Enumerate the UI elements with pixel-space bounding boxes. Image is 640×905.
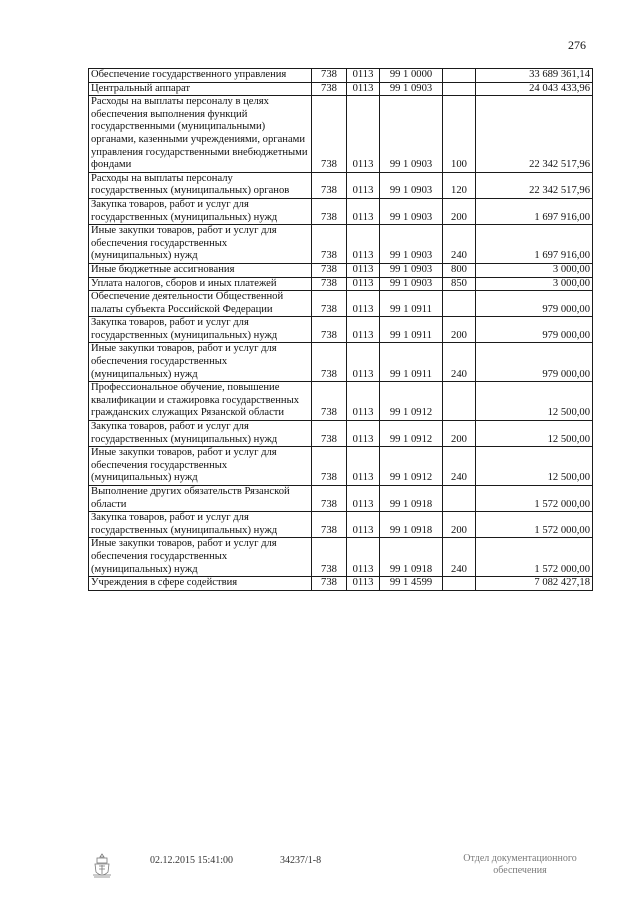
row-target-article-cell: 99 1 0912 <box>380 421 443 447</box>
row-section-cell: 0113 <box>347 317 380 343</box>
row-expense-type-cell: 200 <box>443 317 476 343</box>
table-row <box>89 577 593 591</box>
row-name-cell: Закупка товаров, работ и услуг для государственных (муниципальных) нужд <box>89 421 312 447</box>
row-grbs-cell: 738 <box>312 538 347 577</box>
row-name-cell: Обеспечение государственного управления <box>89 69 312 83</box>
page-number: 276 <box>568 38 586 52</box>
row-amount-cell: 1 572 000,00 <box>476 512 593 538</box>
row-expense-type-cell: 200 <box>443 198 476 224</box>
table-row <box>89 263 593 277</box>
row-section-cell: 0113 <box>347 225 380 264</box>
footer-date: 02.12.2015 15:41:00 <box>150 855 234 866</box>
row-name-cell: Иные закупки товаров, работ и услуг для обеспечения государственных (муниципальных) нужд <box>89 343 312 382</box>
row-amount-cell: 24 043 433,96 <box>476 82 593 96</box>
row-amount-cell: 1 697 916,00 <box>476 225 593 264</box>
row-target-article-cell: 99 1 0918 <box>380 538 443 577</box>
row-amount-cell: 7 082 427,18 <box>476 577 593 591</box>
row-grbs-cell: 738 <box>312 291 347 317</box>
row-amount-cell: 979 000,00 <box>476 343 593 382</box>
table-row <box>89 343 593 382</box>
row-expense-type-cell: 240 <box>443 225 476 264</box>
row-amount-cell: 979 000,00 <box>476 291 593 317</box>
row-name-cell: Расходы на выплаты персоналу государственных (муниципальных) органов <box>89 172 312 198</box>
row-target-article-cell: 99 1 0918 <box>380 512 443 538</box>
row-target-article-cell: 99 1 0911 <box>380 317 443 343</box>
row-amount-cell: 979 000,00 <box>476 317 593 343</box>
table-row <box>89 538 593 577</box>
row-expense-type-cell: 800 <box>443 263 476 277</box>
row-amount-cell: 1 572 000,00 <box>476 486 593 512</box>
budget-table <box>88 68 593 591</box>
row-target-article-cell: 99 1 0912 <box>380 382 443 421</box>
row-amount-cell: 22 342 517,96 <box>476 96 593 173</box>
row-name-cell: Иные закупки товаров, работ и услуг для обеспечения государственных (муниципальных) нужд <box>89 447 312 486</box>
row-expense-type-cell: 240 <box>443 538 476 577</box>
row-grbs-cell: 738 <box>312 447 347 486</box>
row-amount-cell: 22 342 517,96 <box>476 172 593 198</box>
row-section-cell: 0113 <box>347 69 380 83</box>
row-target-article-cell: 99 1 0000 <box>380 69 443 83</box>
row-name-cell: Иные бюджетные ассигнования <box>89 263 312 277</box>
row-name-cell: Иные закупки товаров, работ и услуг для обеспечения государственных (муниципальных) нужд <box>89 538 312 577</box>
table-row <box>89 421 593 447</box>
row-expense-type-cell: 120 <box>443 172 476 198</box>
table-row <box>89 512 593 538</box>
table-row <box>89 291 593 317</box>
table-row <box>89 277 593 291</box>
row-target-article-cell: 99 1 0903 <box>380 225 443 264</box>
row-name-cell: Центральный аппарат <box>89 82 312 96</box>
table-row <box>89 172 593 198</box>
budget-table-body <box>89 69 593 591</box>
row-name-cell: Уплата налогов, сборов и иных платежей <box>89 277 312 291</box>
row-expense-type-cell <box>443 82 476 96</box>
row-amount-cell: 12 500,00 <box>476 447 593 486</box>
row-name-cell: Выполнение других обязательств Рязанской области <box>89 486 312 512</box>
table-row <box>89 486 593 512</box>
row-section-cell: 0113 <box>347 82 380 96</box>
row-target-article-cell: 99 1 0911 <box>380 343 443 382</box>
row-grbs-cell: 738 <box>312 343 347 382</box>
row-target-article-cell: 99 1 0903 <box>380 277 443 291</box>
row-amount-cell: 1 697 916,00 <box>476 198 593 224</box>
row-grbs-cell: 738 <box>312 421 347 447</box>
row-section-cell: 0113 <box>347 198 380 224</box>
row-grbs-cell: 738 <box>312 172 347 198</box>
table-row <box>89 198 593 224</box>
row-section-cell: 0113 <box>347 96 380 173</box>
row-section-cell: 0113 <box>347 538 380 577</box>
row-section-cell: 0113 <box>347 512 380 538</box>
coat-of-arms-icon <box>91 853 113 879</box>
row-amount-cell: 12 500,00 <box>476 382 593 421</box>
row-target-article-cell: 99 1 0912 <box>380 447 443 486</box>
row-name-cell: Закупка товаров, работ и услуг для государственных (муниципальных) нужд <box>89 512 312 538</box>
table-row <box>89 96 593 173</box>
row-name-cell: Закупка товаров, работ и услуг для государственных (муниципальных) нужд <box>89 198 312 224</box>
row-name-cell: Учреждения в сфере содействия <box>89 577 312 591</box>
row-grbs-cell: 738 <box>312 577 347 591</box>
row-section-cell: 0113 <box>347 382 380 421</box>
row-section-cell: 0113 <box>347 291 380 317</box>
row-grbs-cell: 738 <box>312 486 347 512</box>
table-row <box>89 225 593 264</box>
row-grbs-cell: 738 <box>312 198 347 224</box>
row-section-cell: 0113 <box>347 263 380 277</box>
row-target-article-cell: 99 1 0903 <box>380 198 443 224</box>
row-section-cell: 0113 <box>347 486 380 512</box>
row-name-cell: Обеспечение деятельности Общественной палаты субъекта Российской Федерации <box>89 291 312 317</box>
row-expense-type-cell <box>443 382 476 421</box>
row-section-cell: 0113 <box>347 277 380 291</box>
row-grbs-cell: 738 <box>312 382 347 421</box>
row-section-cell: 0113 <box>347 172 380 198</box>
row-target-article-cell: 99 1 0903 <box>380 263 443 277</box>
row-target-article-cell: 99 1 0903 <box>380 96 443 173</box>
table-row <box>89 82 593 96</box>
table-row <box>89 382 593 421</box>
row-amount-cell: 3 000,00 <box>476 263 593 277</box>
row-grbs-cell: 738 <box>312 225 347 264</box>
row-target-article-cell: 99 1 0903 <box>380 172 443 198</box>
row-target-article-cell: 99 1 0918 <box>380 486 443 512</box>
row-expense-type-cell: 100 <box>443 96 476 173</box>
row-grbs-cell: 738 <box>312 82 347 96</box>
row-expense-type-cell <box>443 486 476 512</box>
row-amount-cell: 1 572 000,00 <box>476 538 593 577</box>
row-expense-type-cell: 850 <box>443 277 476 291</box>
row-grbs-cell: 738 <box>312 69 347 83</box>
footer-doc-number: 34237/1-8 <box>280 855 322 866</box>
table-row <box>89 317 593 343</box>
row-name-cell: Профессиональное обучение, повышение квалификации и стажировка государственных гражданских служащих Рязанской области <box>89 382 312 421</box>
row-expense-type-cell <box>443 577 476 591</box>
row-amount-cell: 3 000,00 <box>476 277 593 291</box>
row-section-cell: 0113 <box>347 577 380 591</box>
row-expense-type-cell: 240 <box>443 343 476 382</box>
row-grbs-cell: 738 <box>312 96 347 173</box>
row-target-article-cell: 99 1 0911 <box>380 291 443 317</box>
row-expense-type-cell: 240 <box>443 447 476 486</box>
row-expense-type-cell: 200 <box>443 421 476 447</box>
row-section-cell: 0113 <box>347 421 380 447</box>
row-section-cell: 0113 <box>347 343 380 382</box>
table-row <box>89 69 593 83</box>
row-expense-type-cell: 200 <box>443 512 476 538</box>
table-row <box>89 447 593 486</box>
row-name-cell: Иные закупки товаров, работ и услуг для обеспечения государственных (муниципальных) нужд <box>89 225 312 264</box>
row-expense-type-cell <box>443 291 476 317</box>
row-section-cell: 0113 <box>347 447 380 486</box>
row-grbs-cell: 738 <box>312 263 347 277</box>
row-grbs-cell: 738 <box>312 317 347 343</box>
row-name-cell: Расходы на выплаты персоналу в целях обеспечения выполнения функций государственными (муниципальными) органами, казенными учреждениями, органами управления государственными внебюджетными фондами <box>89 96 312 173</box>
row-expense-type-cell <box>443 69 476 83</box>
footer-department-stamp: Отдел документационного обеспечения <box>463 853 577 876</box>
row-grbs-cell: 738 <box>312 512 347 538</box>
row-amount-cell: 33 689 361,14 <box>476 69 593 83</box>
row-name-cell: Закупка товаров, работ и услуг для государственных (муниципальных) нужд <box>89 317 312 343</box>
row-amount-cell: 12 500,00 <box>476 421 593 447</box>
row-target-article-cell: 99 1 4599 <box>380 577 443 591</box>
row-target-article-cell: 99 1 0903 <box>380 82 443 96</box>
row-grbs-cell: 738 <box>312 277 347 291</box>
